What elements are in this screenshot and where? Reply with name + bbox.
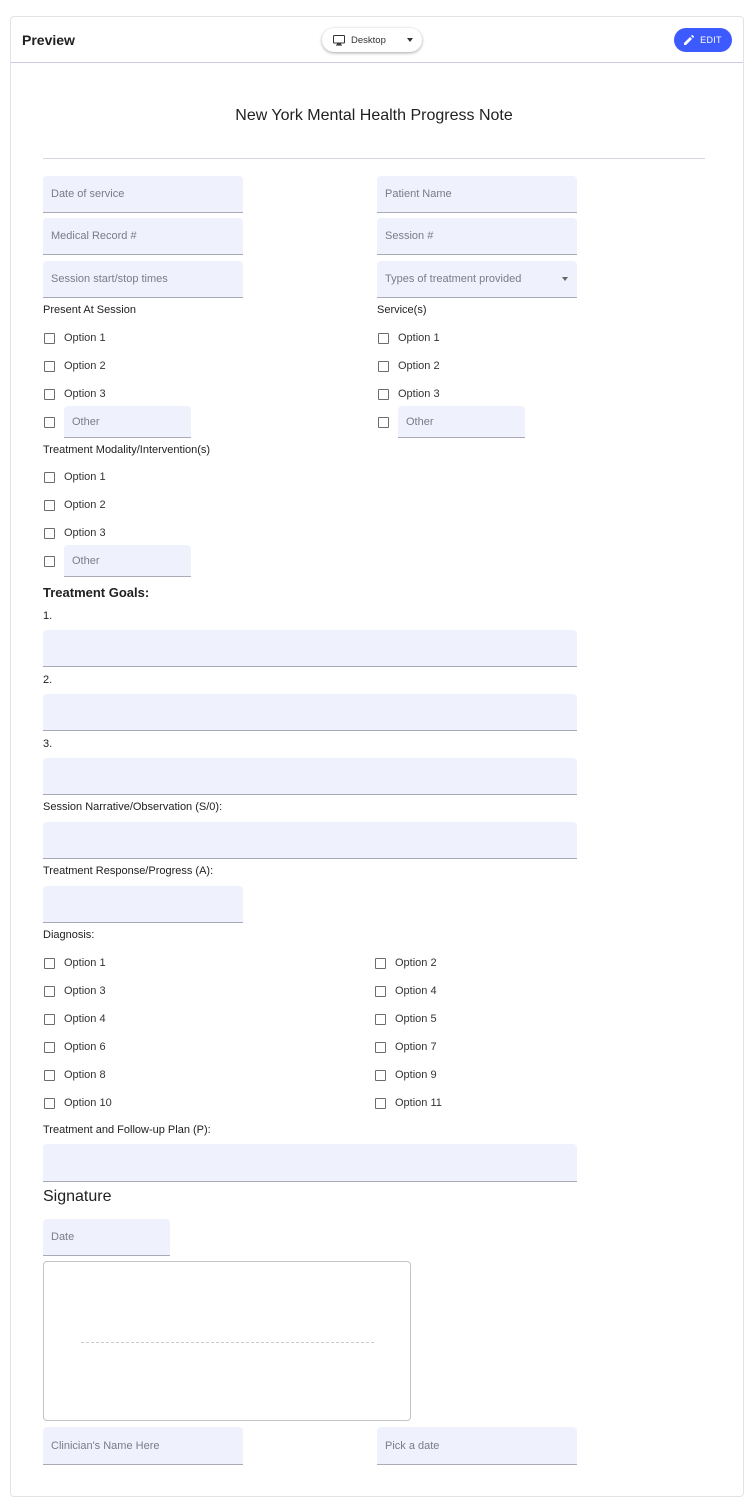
session-number-field[interactable]: Session # xyxy=(377,218,577,255)
diagnosis-right-2-checkbox[interactable] xyxy=(375,986,386,997)
modality-option-2-label: Option 2 xyxy=(64,499,106,511)
service-option-2-checkbox[interactable] xyxy=(378,361,389,372)
device-select-label: Desktop xyxy=(351,34,386,46)
chevron-down-icon xyxy=(407,38,413,42)
modality-option-3-label: Option 3 xyxy=(64,527,106,539)
service-option-2-label: Option 2 xyxy=(398,360,440,372)
chevron-down-icon xyxy=(562,277,568,281)
service-option-3-label: Option 3 xyxy=(398,388,440,400)
diagnosis-right-6-checkbox[interactable] xyxy=(375,1098,386,1109)
present-at-session-label: Present At Session xyxy=(43,304,136,316)
treatment-goals-title: Treatment Goals: xyxy=(43,585,150,600)
preview-title: Preview xyxy=(22,32,75,48)
diagnosis-right-5-checkbox[interactable] xyxy=(375,1070,386,1081)
modality-option-1-label: Option 1 xyxy=(64,471,106,483)
signature-title: Signature xyxy=(43,1188,112,1205)
goal-3-label: 3. xyxy=(43,738,53,750)
device-select[interactable] xyxy=(322,28,422,52)
date-of-service-field[interactable]: Date of service xyxy=(43,176,243,213)
diagnosis-left-2-label: Option 3 xyxy=(64,985,106,997)
present-option-3-checkbox[interactable] xyxy=(44,389,55,400)
signature-pad[interactable] xyxy=(43,1261,411,1421)
diagnosis-left-4-label: Option 6 xyxy=(64,1041,106,1053)
preview-header xyxy=(11,17,743,63)
diagnosis-right-6-label: Option 11 xyxy=(395,1097,442,1109)
service-option-1-label: Option 1 xyxy=(398,332,440,344)
diagnosis-left-6-checkbox[interactable] xyxy=(44,1098,55,1109)
signature-line xyxy=(81,1342,374,1343)
goal-2-field[interactable] xyxy=(43,694,577,731)
present-option-2-label: Option 2 xyxy=(64,360,106,372)
session-times-field[interactable]: Session start/stop times xyxy=(43,261,243,298)
diagnosis-left-2-checkbox[interactable] xyxy=(44,986,55,997)
diagnosis-right-3-checkbox[interactable] xyxy=(375,1014,386,1025)
diagnosis-right-5-label: Option 9 xyxy=(395,1069,437,1081)
modality-label: Treatment Modality/Intervention(s) xyxy=(43,444,211,456)
form-title: New York Mental Health Progress Note xyxy=(235,107,513,124)
diagnosis-left-5-checkbox[interactable] xyxy=(44,1070,55,1081)
present-option-1-label: Option 1 xyxy=(64,332,106,344)
diagnosis-left-5-label: Option 8 xyxy=(64,1069,106,1081)
modality-option-2-checkbox[interactable] xyxy=(44,500,55,511)
plan-label: Treatment and Follow-up Plan (P): xyxy=(43,1124,211,1136)
service-other-field[interactable]: Other xyxy=(398,406,525,438)
diagnosis-left-3-label: Option 4 xyxy=(64,1013,106,1025)
pick-date-field[interactable]: Pick a date xyxy=(377,1427,577,1465)
desktop-icon xyxy=(333,35,345,46)
present-option-3-label: Option 3 xyxy=(64,388,106,400)
clinician-name-field[interactable]: Clinician's Name Here xyxy=(43,1427,243,1465)
diagnosis-right-3-label: Option 5 xyxy=(395,1013,437,1025)
diagnosis-right-1-label: Option 2 xyxy=(395,957,437,969)
patient-name-field[interactable]: Patient Name xyxy=(377,176,577,213)
diagnosis-left-1-label: Option 1 xyxy=(64,957,106,969)
diagnosis-left-4-checkbox[interactable] xyxy=(44,1042,55,1053)
modality-other-checkbox[interactable] xyxy=(44,556,55,567)
narrative-label: Session Narrative/Observation (S/0): xyxy=(43,801,223,813)
pencil-icon xyxy=(684,35,694,45)
goal-1-field[interactable] xyxy=(43,630,577,667)
medical-record-field[interactable]: Medical Record # xyxy=(43,218,243,255)
diagnosis-right-1-checkbox[interactable] xyxy=(375,958,386,969)
edit-button-label: EDIT xyxy=(700,35,722,45)
diagnosis-left-3-checkbox[interactable] xyxy=(44,1014,55,1025)
diagnosis-left-6-label: Option 10 xyxy=(64,1097,112,1109)
modality-option-1-checkbox[interactable] xyxy=(44,472,55,483)
service-option-1-checkbox[interactable] xyxy=(378,333,389,344)
signature-date-field[interactable]: Date xyxy=(43,1219,170,1256)
present-other-checkbox[interactable] xyxy=(44,417,55,428)
treatment-types-select[interactable] xyxy=(377,261,577,298)
treatment-types-label: Types of treatment provided xyxy=(385,273,522,285)
present-option-1-checkbox[interactable] xyxy=(44,333,55,344)
title-divider xyxy=(43,158,705,159)
diagnosis-left-1-checkbox[interactable] xyxy=(44,958,55,969)
response-label: Treatment Response/Progress (A): xyxy=(43,865,214,877)
plan-field[interactable] xyxy=(43,1144,577,1182)
modality-option-3-checkbox[interactable] xyxy=(44,528,55,539)
goal-1-label: 1. xyxy=(43,610,53,622)
services-label: Service(s) xyxy=(377,304,427,316)
response-field[interactable] xyxy=(43,886,243,923)
goal-3-field[interactable] xyxy=(43,758,577,795)
modality-other-field[interactable]: Other xyxy=(64,545,191,577)
diagnosis-right-4-checkbox[interactable] xyxy=(375,1042,386,1053)
narrative-field[interactable] xyxy=(43,822,577,859)
diagnosis-right-4-label: Option 7 xyxy=(395,1041,437,1053)
service-option-3-checkbox[interactable] xyxy=(378,389,389,400)
diagnosis-right-2-label: Option 4 xyxy=(395,985,437,997)
present-other-field[interactable]: Other xyxy=(64,406,191,438)
goal-2-label: 2. xyxy=(43,674,53,686)
edit-button[interactable] xyxy=(674,28,732,52)
diagnosis-label: Diagnosis: xyxy=(43,929,95,941)
present-option-2-checkbox[interactable] xyxy=(44,361,55,372)
service-other-checkbox[interactable] xyxy=(378,417,389,428)
